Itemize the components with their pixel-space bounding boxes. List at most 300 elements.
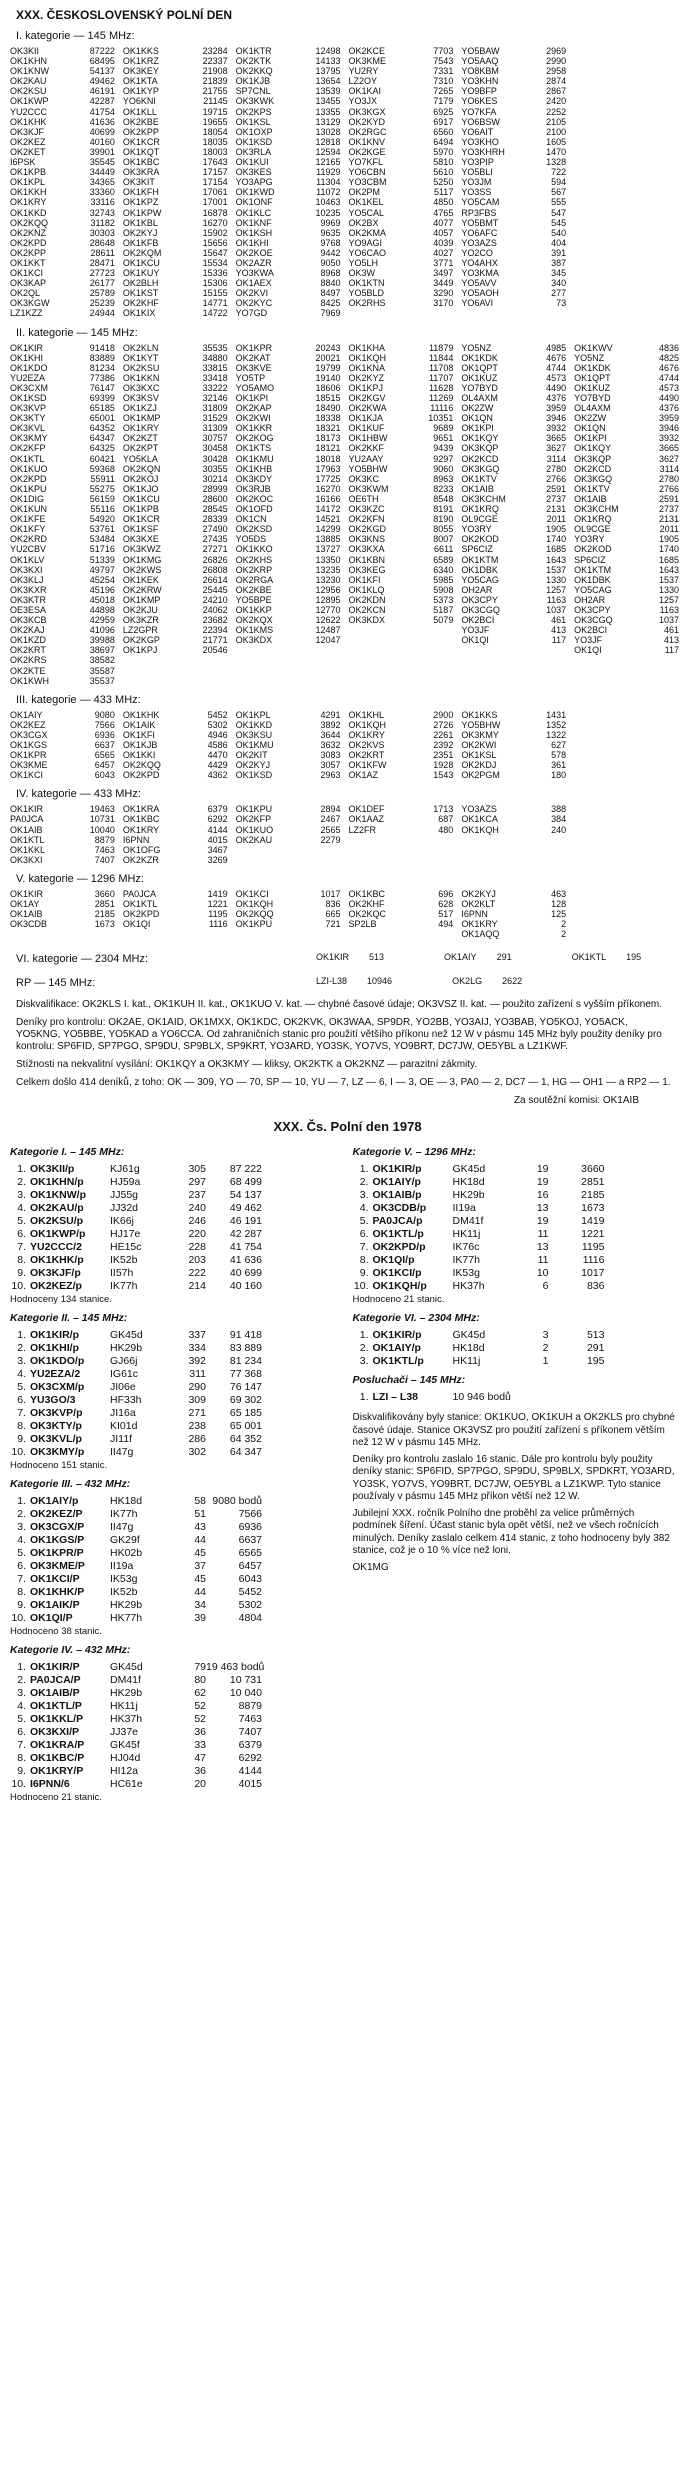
points: 1419 xyxy=(207,888,228,899)
callsign: OK1KNW xyxy=(10,66,50,77)
rank: 2. xyxy=(17,1508,26,1521)
callsign: OK3KDX xyxy=(348,615,386,626)
list-item xyxy=(10,909,115,919)
table-row xyxy=(10,1547,337,1560)
callsign: LZ2OY xyxy=(348,76,378,87)
score: 6292 xyxy=(238,1752,262,1765)
list-item xyxy=(461,615,566,625)
column xyxy=(349,343,454,686)
callsign: OK3KJF xyxy=(10,126,45,137)
score: 10 040 xyxy=(229,1687,262,1700)
list-item xyxy=(123,343,228,353)
locator: JJ55g xyxy=(110,1189,139,1202)
callsign: YO7BYD xyxy=(574,393,611,403)
callsign: OK3KSU xyxy=(235,729,273,740)
callsign: OK1KKN xyxy=(122,372,160,383)
points: 27490 xyxy=(202,524,228,535)
score: 3660 xyxy=(581,1163,605,1176)
table-row xyxy=(10,1355,337,1368)
callsign: OK2KRD xyxy=(10,534,48,545)
callsign: OK1AAZ xyxy=(348,814,385,825)
list-item xyxy=(461,474,566,484)
callsign: OK1KUO xyxy=(235,824,274,835)
callsign: OK2KAU/p xyxy=(30,1202,84,1215)
points: 5810 xyxy=(433,157,454,168)
callsign: YO7KFA xyxy=(461,106,497,117)
callsign: OK1KNF xyxy=(235,217,272,228)
points: 33815 xyxy=(202,362,228,373)
note-paragraph: OK1MG xyxy=(352,1561,389,1573)
points: 7566 xyxy=(94,719,115,730)
points: 117 xyxy=(551,635,567,646)
callsign: OK2RGC xyxy=(348,126,387,137)
points: 27271 xyxy=(202,544,228,555)
list-item xyxy=(461,248,566,258)
list-item xyxy=(10,76,115,86)
table-row xyxy=(10,1661,337,1674)
list-item xyxy=(10,655,115,665)
score: 6457 xyxy=(238,1560,262,1573)
list-item xyxy=(461,343,566,353)
points: 22337 xyxy=(202,56,228,67)
list-item xyxy=(236,197,341,207)
list-item xyxy=(123,899,228,909)
points: 1163 xyxy=(546,594,567,605)
column xyxy=(349,710,454,781)
list-item xyxy=(123,268,228,278)
list-item xyxy=(10,504,115,514)
kat3-list xyxy=(10,1478,337,1638)
score: 10 731 xyxy=(229,1674,262,1687)
points: 34880 xyxy=(202,352,228,363)
callsign: OK1KSF xyxy=(122,524,159,535)
points: 2726 xyxy=(433,719,454,730)
callsign: LZ1KZZ xyxy=(10,308,43,319)
list-item xyxy=(461,117,566,127)
locator: GK45d xyxy=(110,1329,143,1342)
points: 9442 xyxy=(320,247,341,258)
list-item xyxy=(461,403,566,413)
list-item xyxy=(574,373,679,383)
points: 1905 xyxy=(546,524,567,535)
list-item xyxy=(123,555,228,565)
list-item xyxy=(461,909,566,919)
qso-count: 52 xyxy=(194,1713,206,1726)
qso-count: 45 xyxy=(194,1547,206,1560)
callsign: OK3KJF/p xyxy=(30,1267,81,1280)
kat5-list xyxy=(353,1146,680,1306)
score: 54 137 xyxy=(229,1189,262,1202)
points: 54920 xyxy=(89,514,115,525)
callsign: OK1KIR/p xyxy=(372,1163,422,1176)
table-row xyxy=(10,1254,337,1267)
list-item xyxy=(461,433,566,443)
qso-count: 13 xyxy=(536,1241,549,1254)
callsign: OK2RHS xyxy=(348,298,386,309)
locator: DM41f xyxy=(110,1674,141,1687)
callsign: OK1KTM xyxy=(461,554,499,565)
list-item xyxy=(123,187,228,197)
cat2-columns xyxy=(10,343,679,686)
points: 91418 xyxy=(89,342,115,353)
points: 35537 xyxy=(89,675,115,686)
qso-count: 246 xyxy=(188,1215,206,1228)
points: 10463 xyxy=(315,197,341,208)
list-item xyxy=(349,66,454,76)
table-row xyxy=(10,1674,337,1687)
points: 32743 xyxy=(89,207,115,218)
callsign: OK2KKF xyxy=(348,443,385,454)
list-item xyxy=(461,534,566,544)
callsign: YO5AMO xyxy=(235,382,275,393)
list-item xyxy=(574,423,679,433)
points: 11116 xyxy=(430,403,454,414)
qso-count: 2 xyxy=(542,1342,549,1355)
list-item xyxy=(10,248,115,258)
list-item xyxy=(10,605,115,615)
list-item xyxy=(236,298,341,308)
points: 2252 xyxy=(546,106,567,117)
points: 2011 xyxy=(546,514,567,525)
score: 5302 xyxy=(238,1599,262,1612)
list-item xyxy=(461,544,566,554)
rank: 7. xyxy=(17,1407,26,1420)
list-item xyxy=(123,635,228,645)
callsign: OK3KIT xyxy=(122,177,155,188)
list-item xyxy=(123,514,228,524)
locator: KI01d xyxy=(110,1420,138,1433)
points: 12498 xyxy=(315,46,341,56)
list-item xyxy=(236,353,341,363)
points: 76147 xyxy=(89,382,115,393)
points: 6457 xyxy=(94,760,115,771)
callsign: RP3FBS xyxy=(461,207,497,218)
callsign: OK2KEZ xyxy=(10,136,46,147)
qso-count: 52 xyxy=(194,1700,206,1713)
points: 6936 xyxy=(94,729,115,740)
points: 35535 xyxy=(202,342,228,353)
callsign: OK1KTM xyxy=(574,564,612,575)
points: 40699 xyxy=(89,126,115,137)
callsign: OK2KNZ xyxy=(10,227,47,238)
score: 83 889 xyxy=(229,1342,262,1355)
locator: HK77h xyxy=(110,1612,143,1625)
points: 13028 xyxy=(315,126,341,137)
callsign: OK1KKD xyxy=(10,207,47,218)
callsign: OK2KFN xyxy=(348,514,385,525)
kat3-rows xyxy=(10,1495,337,1625)
results-title: XXX. Čs. Polní den 1978 xyxy=(273,1119,422,1135)
list-item xyxy=(123,46,228,56)
points: 30757 xyxy=(202,433,228,444)
cat6-label: VI. kategorie — 2304 MHz: xyxy=(16,953,149,966)
points: 15155 xyxy=(202,288,228,299)
points: 12594 xyxy=(315,146,341,157)
callsign: OK3KTY xyxy=(10,413,46,424)
list-item xyxy=(349,298,454,308)
list-item xyxy=(236,814,341,824)
callsign: OL9CGE xyxy=(574,524,611,535)
list-item xyxy=(349,565,454,575)
callsign: OK1KFI xyxy=(122,729,155,740)
callsign: OK1KIR/P xyxy=(30,1661,80,1674)
points: 1605 xyxy=(546,136,567,147)
points: 3467 xyxy=(207,844,228,855)
list-item xyxy=(10,825,115,835)
callsign: OK3KQP xyxy=(461,443,499,454)
list-item xyxy=(461,635,566,645)
points: 17154 xyxy=(202,177,228,188)
callsign: SP6CIZ xyxy=(461,544,493,555)
list-item xyxy=(461,814,566,824)
rank: 4. xyxy=(17,1202,26,1215)
callsign: OK1KPU xyxy=(235,804,273,815)
list-item xyxy=(349,750,454,760)
rank: 2. xyxy=(17,1176,26,1189)
list-item xyxy=(123,288,228,298)
callsign: OK1AIY/p xyxy=(30,1495,79,1508)
points: 12895 xyxy=(315,594,341,605)
list-item xyxy=(236,147,341,157)
callsign: OK2KZT xyxy=(122,433,158,444)
list-item xyxy=(10,740,115,750)
rank: 10. xyxy=(11,1612,26,1625)
list-item xyxy=(349,484,454,494)
callsign: OK1KPU xyxy=(235,919,273,930)
points: 55116 xyxy=(90,504,115,515)
callsign: OK1KPI xyxy=(574,433,607,444)
callsign: YO3JX xyxy=(348,96,378,107)
list-item xyxy=(461,514,566,524)
list-item xyxy=(123,373,228,383)
points: 594 xyxy=(551,177,567,188)
callsign: OK1KQH xyxy=(461,824,499,835)
rank: 1. xyxy=(359,1329,369,1342)
callsign: YO3JF xyxy=(461,625,490,636)
points: 8497 xyxy=(320,288,341,299)
points: 4429 xyxy=(207,760,228,771)
table-row xyxy=(10,1368,337,1381)
list-item xyxy=(349,804,454,814)
rank: 5. xyxy=(17,1215,26,1228)
list-item xyxy=(461,730,566,740)
qso-count: 34 xyxy=(194,1599,206,1612)
kat1-footer: Hodnoceny 134 stanice. xyxy=(10,1294,112,1306)
points: 4490 xyxy=(546,382,567,393)
column xyxy=(123,889,228,939)
score: 1195 xyxy=(581,1241,605,1254)
list-item xyxy=(461,278,566,288)
list-item xyxy=(10,730,115,740)
callsign: OK1KRQ xyxy=(574,514,612,525)
points: 21908 xyxy=(202,66,228,77)
qso-count: 271 xyxy=(188,1407,206,1420)
qso-count: 309 xyxy=(188,1394,206,1407)
points: 6494 xyxy=(433,136,454,147)
callsign: OK1DBK xyxy=(574,574,611,585)
results-left xyxy=(10,1140,337,1804)
list-item xyxy=(236,137,341,147)
note-paragraph: Deníky pro kontrolu zaslalo 16 stanic. Dále pro kontrolu byly použity deníky stanic: SP6FID, SP7PGO, SP9DU, SP9BLX, SPDKRT, YO3ARD, YO3SK, YO7VS, YO9BRT, DC7JW, OE5YBL a LZ1KWP. Tyto stanice používaly v pásmu 145 MHz příkon větší než 12 W. xyxy=(352,1453,675,1503)
callsign: OK1KSL xyxy=(235,116,271,127)
list-item xyxy=(349,147,454,157)
list-item xyxy=(123,524,228,534)
callsign: OK1KTA xyxy=(122,76,158,87)
points: 19140 xyxy=(315,372,341,383)
qso-count: 19 xyxy=(536,1215,549,1228)
list-item xyxy=(461,147,566,157)
score: 9080 bodů xyxy=(212,1495,262,1508)
callsign: OK2KYJ xyxy=(122,227,158,238)
qso-count: 62 xyxy=(194,1687,206,1700)
table-row xyxy=(10,1586,337,1599)
points: 555 xyxy=(551,197,567,208)
locator: JJ32d xyxy=(110,1202,139,1215)
points: 391 xyxy=(551,247,567,258)
rank: 6. xyxy=(17,1228,26,1241)
rank: 7. xyxy=(17,1739,26,1752)
callsign: OK1HBW xyxy=(348,433,388,444)
points: 2737 xyxy=(658,504,679,515)
callsign: YO3APG xyxy=(235,177,273,188)
callsign: I6PNN/6 xyxy=(30,1778,70,1791)
column xyxy=(10,889,115,939)
callsign: OK3CPY xyxy=(574,604,611,615)
points: 19715 xyxy=(202,106,228,117)
column xyxy=(10,710,115,781)
list-item xyxy=(236,433,341,443)
callsign: OK2KVI xyxy=(235,288,269,299)
callsign: OK3KCB xyxy=(10,615,47,626)
points: 26614 xyxy=(202,574,228,585)
points: 3170 xyxy=(433,298,454,309)
points: 6611 xyxy=(433,544,454,555)
list-item xyxy=(349,208,454,218)
list-item xyxy=(236,835,341,845)
callsign: OK3CGQ xyxy=(461,604,500,615)
points: 1116 xyxy=(208,919,228,930)
callsign: OK1KHK xyxy=(10,116,47,127)
points: 17157 xyxy=(202,167,228,178)
list-item xyxy=(574,403,679,413)
points: 1195 xyxy=(208,909,228,920)
list-item xyxy=(349,919,454,929)
callsign: OK1KFE xyxy=(10,514,46,525)
callsign: OK1KKS xyxy=(122,46,159,56)
callsign: OK2KYC xyxy=(235,298,273,309)
points: 6925 xyxy=(433,106,454,117)
table-row xyxy=(353,1355,680,1368)
table-row xyxy=(353,1176,680,1189)
callsign: OK1KBC xyxy=(348,888,386,899)
callsign: OK1CN xyxy=(235,514,267,525)
points: 2261 xyxy=(433,729,454,740)
points: 13235 xyxy=(315,564,341,575)
points: 494 xyxy=(438,919,454,930)
points: 77386 xyxy=(89,372,115,383)
list-item xyxy=(123,575,228,585)
rank: 9. xyxy=(359,1267,369,1280)
callsign: OK2KCE xyxy=(348,46,386,56)
score: 91 418 xyxy=(229,1329,262,1342)
list-item xyxy=(10,197,115,207)
points: 240 xyxy=(551,824,567,835)
table-row xyxy=(10,1267,337,1280)
list-item xyxy=(461,494,566,504)
list-item xyxy=(349,825,454,835)
cat4-label: IV. kategorie — 433 MHz: xyxy=(16,788,141,801)
list-item xyxy=(236,76,341,86)
score: 19 463 bodů xyxy=(206,1661,265,1674)
callsign: OK2PGM xyxy=(461,770,500,781)
rank: 4. xyxy=(17,1700,26,1713)
callsign: YO5CAL xyxy=(348,207,385,218)
qso-count: 45 xyxy=(194,1573,206,1586)
points: 31809 xyxy=(202,403,228,414)
rank: 3. xyxy=(17,1355,26,1368)
points: 387 xyxy=(551,257,567,268)
points: 517 xyxy=(438,909,454,920)
rank: 6. xyxy=(17,1726,26,1739)
callsign: YO3KHN xyxy=(461,76,499,87)
list-item xyxy=(10,494,115,504)
qso-count: 237 xyxy=(188,1189,206,1202)
list-item xyxy=(123,208,228,218)
list-item xyxy=(123,117,228,127)
list-item xyxy=(10,393,115,403)
callsign: OK1KSL xyxy=(461,750,497,761)
page-title: XXX. ČESKOSLOVENSKÝ POLNÍ DEN xyxy=(16,8,233,22)
callsign: OK2KBE xyxy=(122,116,159,127)
callsign: OK2KPD xyxy=(122,770,160,781)
points: 4027 xyxy=(433,247,454,258)
callsign: OK1AY xyxy=(10,899,40,910)
points: 388 xyxy=(551,804,567,815)
callsign: OK1KRY xyxy=(461,919,498,930)
points: 9635 xyxy=(320,227,341,238)
callsign: OK1KPW xyxy=(122,207,162,218)
callsign: OK1KCI xyxy=(10,770,44,781)
list-item xyxy=(236,635,341,645)
points: 9297 xyxy=(433,453,454,464)
list-item xyxy=(10,147,115,157)
points: 22394 xyxy=(202,625,228,636)
locator: II19a xyxy=(110,1560,134,1573)
callsign: YO6AVI xyxy=(461,298,494,309)
callsign: OK1KDO xyxy=(10,362,48,373)
points: 5908 xyxy=(433,584,454,595)
points: 10731 xyxy=(89,814,115,825)
list-item xyxy=(461,464,566,474)
points: 1543 xyxy=(433,770,454,781)
points: 13129 xyxy=(315,116,341,127)
points: 83889 xyxy=(89,352,115,363)
list-item xyxy=(349,278,454,288)
points: 4077 xyxy=(433,217,454,228)
points: 4744 xyxy=(658,372,679,383)
list-item xyxy=(349,218,454,228)
list-item xyxy=(123,363,228,373)
column xyxy=(236,889,341,939)
points: 10235 xyxy=(315,207,341,218)
score: 41 636 xyxy=(229,1254,262,1267)
table-row xyxy=(10,1612,337,1625)
callsign: OK2KWI xyxy=(461,740,497,750)
locator: HK18d xyxy=(452,1176,485,1189)
callsign: OK3KZC xyxy=(348,504,385,515)
table-row xyxy=(353,1163,680,1176)
callsign: YO5CAM xyxy=(461,197,500,208)
